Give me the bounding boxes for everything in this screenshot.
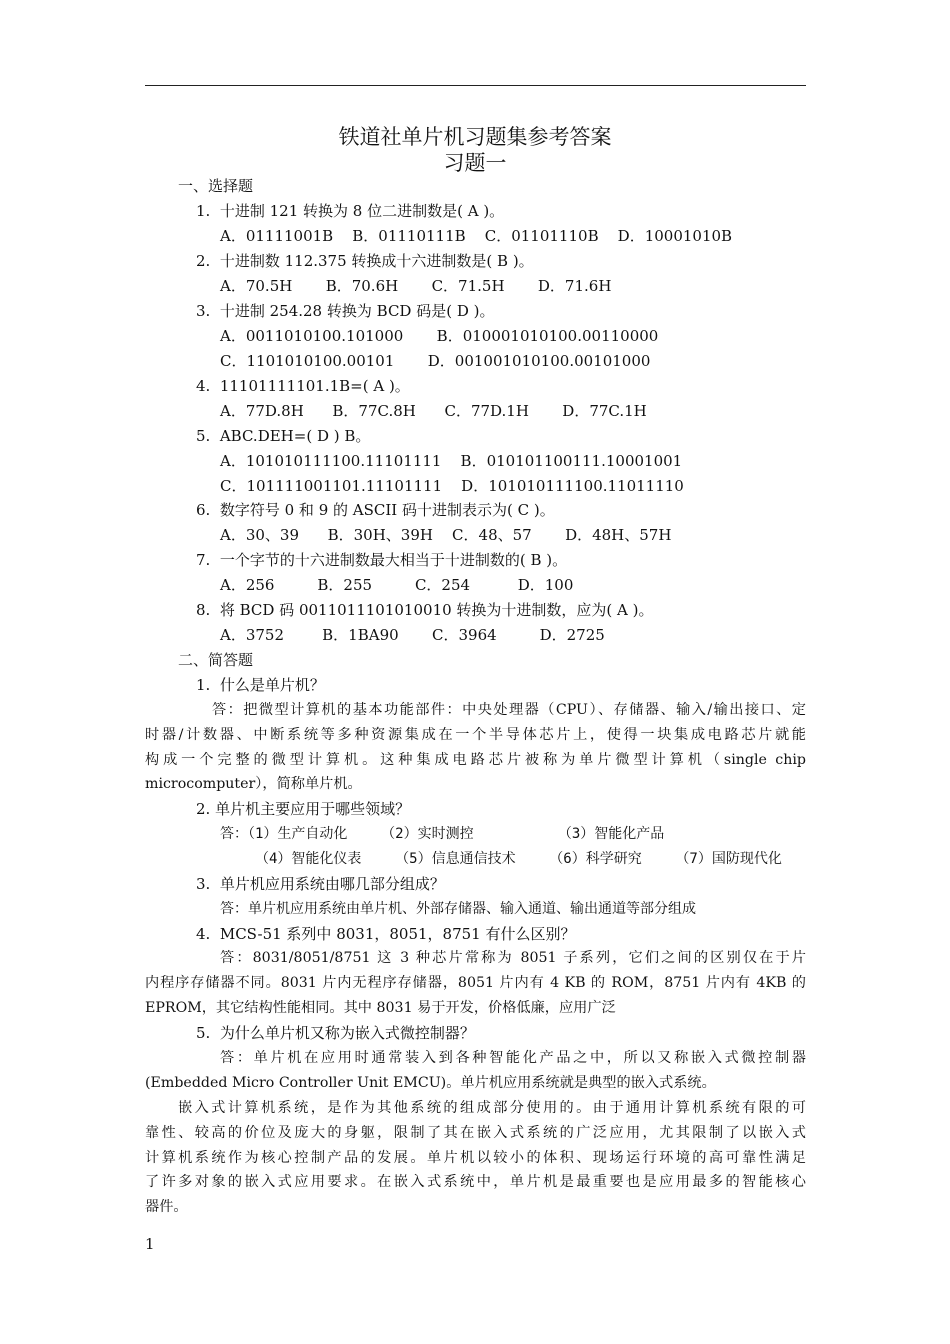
- section-heading-short-answer: 二、简答题: [178, 651, 254, 669]
- sa-answer-5-line-2: (Embedded Micro Controller Unit EMCU)。单片机应用系统就是典型的嵌入式系统。: [145, 1075, 716, 1091]
- question-3-options-ab: A．0011010100.101000 B．010001010100.00110000: [220, 327, 659, 345]
- sa-question-1-stem: 1. 什么是单片机？: [196, 676, 325, 694]
- question-3-stem: 3. 十进制 254.28 转换为 BCD 码是( D )。: [196, 302, 495, 320]
- sa-question-5-stem: 5. 为什么单片机又称为嵌入式微控制器？: [196, 1024, 475, 1042]
- question-6-options: A．30、39 B．30H、39H C．48、57 D．48H、57H: [220, 526, 672, 544]
- question-6-stem: 6. 数字符号 0 和 9 的 ASCII 码十进制表示为( C )。: [196, 501, 555, 519]
- question-5-stem: 5. ABC.DEH=( D ) B。: [196, 427, 371, 445]
- question-7-stem: 7. 一个字节的十六进制数最大相当于十进制数的( B )。: [196, 551, 568, 569]
- question-7-options: A．256 B．255 C．254 D．100: [220, 576, 574, 594]
- question-5-options-cd: C．101111001101.11101111 D．101010111100.11011110: [220, 477, 684, 495]
- question-5-options-ab: A．101010111100.11101111 B．010101100111.10001001: [220, 452, 683, 470]
- sa-answer-4-line-3: EPROM，其它结构性能相同。其中 8031 易于开发，价格低廉，应用广泛: [145, 1000, 616, 1016]
- question-2-stem: 2. 十进制数 112.375 转换成十六进制数是( B )。: [196, 252, 534, 270]
- sa-answer-1-line-2: 时器/计数器、中断系统等多种资源集成在一个半导体芯片上，使得一块集成电路芯片就能: [145, 727, 806, 743]
- paragraph-line-2: 靠性、较高的价位及庞大的身躯，限制了其在嵌入式系统的广泛应用，尤其限制了以嵌入式: [145, 1125, 806, 1141]
- sa-question-4-stem: 4. MCS-51 系列中 8031，8051，8751 有什么区别？: [196, 925, 576, 943]
- sa-question-2-stem: 2. 单片机主要应用于哪些领域？: [196, 800, 411, 818]
- sa-answer-5-line-1: 答：单片机在应用时通常装入到各种智能化产品之中，所以又称嵌入式微控制器: [220, 1050, 806, 1066]
- page-number: 1: [145, 1235, 155, 1253]
- sa-answer-2-line-2: （4）智能化仪表 （5）信息通信技术 （6）科学研究 （7）国防现代化: [255, 851, 782, 867]
- paragraph-line-4: 了许多对象的嵌入式应用要求。在嵌入式系统中，单片机是最重要也是应用最多的智能核心: [145, 1174, 806, 1190]
- question-1-stem: 1. 十进制 121 转换为 8 位二进制数是( A )。: [196, 202, 505, 220]
- sa-question-3-stem: 3. 单片机应用系统由哪几部分组成？: [196, 875, 445, 893]
- section-heading-choice: 一、选择题: [178, 177, 254, 195]
- sa-answer-1-line-3: 构成一个完整的微型计算机。这种集成电路芯片被称为单片微型计算机（single chip: [145, 752, 806, 768]
- question-3-options-cd: C．1101010100.00101 D．001001010100.00101000: [220, 352, 651, 370]
- document-title: 铁道社单片机习题集参考答案: [338, 125, 612, 149]
- paragraph-line-3: 计算机系统作为核心控制产品的发展。单片机以较小的体积、现场运行环境的高可靠性满足: [145, 1150, 806, 1166]
- question-2-options: A．70.5H B．70.6H C．71.5H D．71.6H: [220, 277, 612, 295]
- question-4-options: A．77D.8H B．77C.8H C．77D.1H D．77C.1H: [220, 402, 647, 420]
- sa-answer-2-line-1: 答：（1）生产自动化 （2）实时测控 （3）智能化产品: [220, 826, 665, 842]
- sa-answer-4-line-1: 答：8031/8051/8751 这 3 种芯片常称为 8051 子系列，它们之间的区别仅在于片: [220, 950, 806, 966]
- paragraph-line-1: 嵌入式计算机系统，是作为其他系统的组成部分使用的。由于通用计算机系统有限的可: [178, 1100, 806, 1116]
- sa-answer-1-line-4: microcomputer），简称单片机。: [145, 776, 362, 792]
- question-1-options: A．01111001B B．01110111B C．01101110B D．10001010B: [220, 227, 733, 245]
- document-subtitle: 习题一: [443, 151, 507, 175]
- header-rule: [145, 85, 806, 86]
- question-8-options: A．3752 B．1BA90 C．3964 D．2725: [220, 626, 605, 644]
- sa-answer-3-line-1: 答：单片机应用系统由单片机、外部存储器、输入通道、输出通道等部分组成: [220, 901, 696, 917]
- sa-answer-1-line-1: 答：把微型计算机的基本功能部件：中央处理器（CPU）、存储器、输入/输出接口、定: [212, 702, 806, 718]
- sa-answer-4-line-2: 内程序存储器不同。8031 片内无程序存储器，8051 片内有 4 KB 的 ROM，8751 片内有 4KB 的: [145, 975, 806, 991]
- paragraph-line-5: 器件。: [145, 1199, 188, 1215]
- question-4-stem: 4. 11101111101.1B=( A )。: [196, 377, 410, 395]
- question-8-stem: 8. 将 BCD 码 0011011101010010 转换为十进制数，应为( A )。: [196, 601, 654, 619]
